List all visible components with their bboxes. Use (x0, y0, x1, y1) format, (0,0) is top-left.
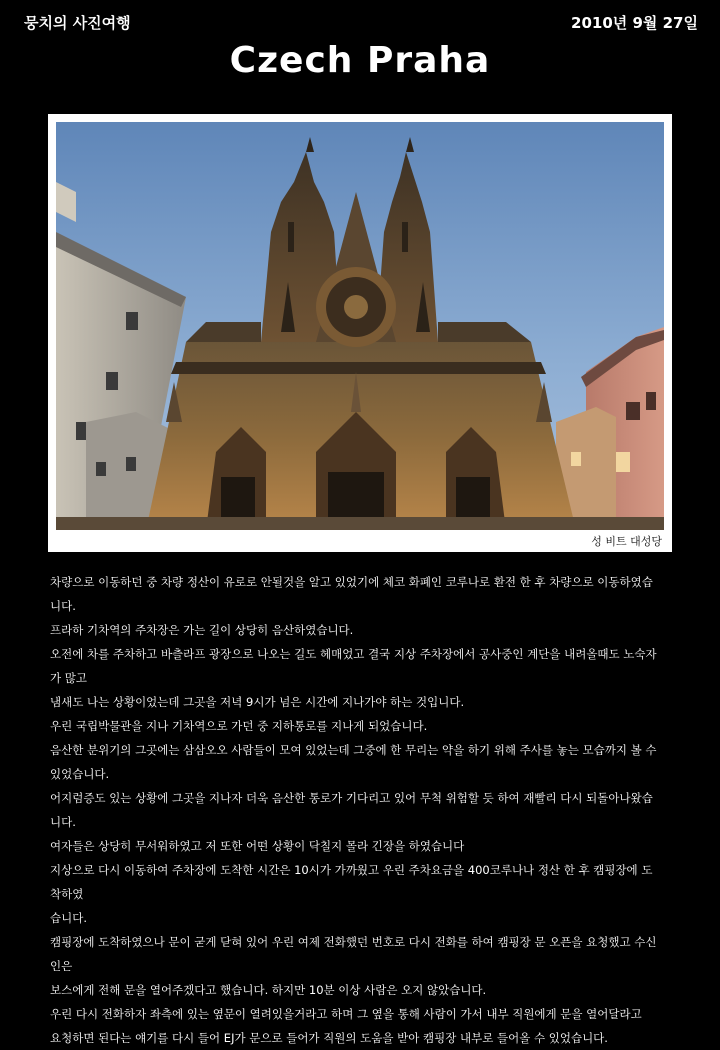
cathedral-illustration (56, 122, 664, 530)
post-date: 2010년 9월 27일 (571, 14, 698, 32)
body-line: 여자들은 상당히 무서워하였고 저 또한 어떤 상황이 닥칠지 몰라 긴장을 하였습니다 (50, 839, 465, 853)
cathedral-photo (56, 122, 664, 530)
body-line: 오전에 차를 주차하고 바츨라프 광장으로 나오는 길도 헤매었고 결국 지상 주차장에서 공사중인 계단을 내려올때도 노숙자가 많고 (50, 647, 657, 685)
article-body (50, 570, 660, 1050)
photo-frame (48, 114, 672, 552)
body-line: 차량으로 이동하던 중 차량 정산이 유로로 안될것을 알고 있었기에 체코 화폐인 코루나로 환전 한 후 차량으로 이동하였습니다. (50, 575, 653, 613)
photo-caption: 성 비트 대성당 (591, 535, 662, 548)
blog-name: 뭉치의 사진여행 (24, 14, 131, 32)
body-line: 프라하 기차역의 주차장은 가는 길이 상당히 음산하였습니다. (50, 623, 354, 637)
body-line: 캠핑장에 도착하였으나 문이 굳게 닫혀 있어 우린 여제 전화했던 번호로 다시 전화를 하여 캠핑장 문 오픈을 요청했고 수신인은 (50, 935, 657, 973)
body-line: 요청하면 된다는 얘기를 다시 들어 EJ가 문으로 들어가 직원의 도움을 받아 캠핑장 내부로 들어올 수 있었습니다. (50, 1031, 608, 1045)
body-line: 어지럼증도 있는 상황에 그곳을 지나자 더욱 음산한 통로가 기다리고 있어 무척 위험할 듯 하여 재빨리 다시 되돌아나왔습니다. (50, 791, 653, 829)
body-line: 있었습니다. (50, 767, 110, 781)
body-line: 지상으로 다시 이동하여 주차장에 도착한 시간은 10시가 가까웠고 우린 주차요금을 400코루나나 정산 한 후 캠핑장에 도착하였 (50, 863, 653, 901)
page-title: Czech Praha (229, 40, 491, 81)
body-line: 우린 다시 전화하자 좌측에 있는 옆문이 열려있을거라고 하며 그 옆을 통해 사람이 가서 내부 직원에게 문을 열어달라고 (50, 1007, 642, 1021)
body-line: 음산한 분위기의 그곳에는 삼삼오오 사람들이 모여 있었는데 그중에 한 무리는 약을 하기 위해 주사를 놓는 모습까지 볼 수 (50, 743, 657, 757)
body-line: 냄새도 나는 상황이었는데 그곳을 저녁 9시가 넘은 시간에 지나가야 하는 것입니다. (50, 695, 465, 709)
body-line: 우린 국립박물관을 지나 기차역으로 가던 중 지하통로를 지나게 되었습니다. (50, 719, 428, 733)
body-line: 보스에게 전해 문을 열어주겠다고 했습니다. 하지만 10분 이상 사람은 오지 않았습니다. (50, 983, 487, 997)
body-line: 습니다. (50, 911, 87, 925)
